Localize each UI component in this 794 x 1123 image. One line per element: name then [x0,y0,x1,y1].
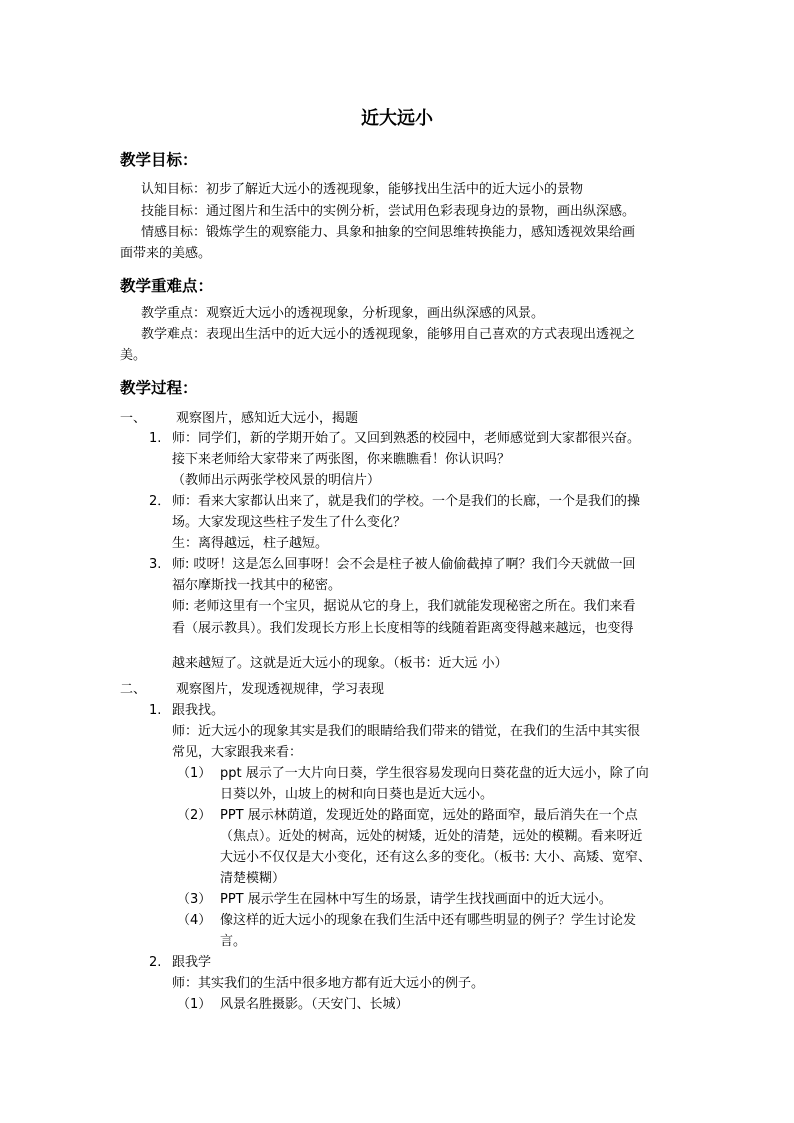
part1-step1-line3: （教师出示两张学校风景的明信片） [172,473,381,488]
part2-subitem1-line1: 风景名胜摄影。（天安门、长城） [220,997,409,1012]
part2-step1-line1: 师：近大远小的现象其实是我们的眼睛给我们带来的错觉，在我们的生活中其实很 [172,724,641,739]
part1-step3-line5: 越来越短了。这就是近大远小的现象。（板书：近大远 小） [172,656,508,671]
part2-step1-title: 跟我找。 [172,703,225,718]
part2-subitem1-marker: （1） [177,997,212,1012]
part2-title: 观察图片，发现透视规律，学习表现 [176,682,385,697]
part2-item2-line3: 大远小不仅仅是大小变化，还有这么多的变化。（板书: 大小、高矮、宽窄、 [220,850,652,865]
part2-item4-marker: （4） [177,913,212,928]
part1-step1-line1: 师：同学们，新的学期开始了。又回到熟悉的校园中，老师感觉到大家都很兴奋。 [172,431,641,446]
part2-item2-line2: （焦点）。近处的树高，远处的树矮，近处的清楚，远处的模糊。看来呀近 [220,829,643,844]
part2-item3-marker: （3） [177,892,212,907]
key-point-focus: 教学重点：观察近大远小的透视现象，分析现象，画出纵深感的风景。 [141,306,545,321]
part1-step1-line2: 接下来老师给大家带来了两张图，你来瞧瞧看！你认识吗？ [172,452,511,467]
part2-step1-line2: 常见，大家跟我来看： [172,745,303,760]
part2-item2-marker: （2） [177,808,212,823]
part1-step3-marker: 3. [149,557,162,572]
part1-step3-line4: 看（展示教具）。我们发现长方形上长度相等的线随着距离变得越来越远，也变得 [172,621,634,636]
part2-item4-line2: 言。 [220,934,247,949]
part1-step1-marker: 1. [149,431,162,446]
part1-marker: 一、 [120,411,147,426]
part2-item3-line1: PPT 展示学生在园林中写生的场景，请学生找找画面中的近大远小。 [220,892,612,907]
part2-item2-line4: 清楚模糊） [220,871,286,886]
part2-step1-marker: 1. [149,703,162,718]
key-point-difficulty-line2: 美。 [120,348,147,363]
part1-step3-line1: 师: 哎呀！这是怎么回事呀！会不会是柱子被人偷偷截掉了啊？我们今天就做一回 [172,557,636,572]
part2-step2-marker: 2. [149,955,162,970]
part2-item1-marker: （1） [177,766,212,781]
part2-marker: 二、 [120,682,147,697]
part2-item2-line1: PPT 展示林荫道，发现近处的路面宽，远处的路面窄，最后消失在一个点 [220,808,638,823]
goal-cognitive: 认知目标：初步了解近大远小的透视现象，能够找出生活中的近大远小的景物 [141,182,584,197]
part2-item4-line1: 像这样的近大远小的现象在我们生活中还有哪些明显的例子？学生讨论发 [220,913,637,928]
part2-item1-line2: 日葵以外，山坡上的树和向日葵也是近大远小。 [220,787,494,802]
part2-item1-line1: ppt 展示了一大片向日葵，学生很容易发现向日葵花盘的近大远小，除了向 [220,766,649,781]
document-title: 近大远小 [361,108,433,129]
part1-step2-line3: 生：离得越远，柱子越短。 [172,536,329,551]
goals-heading: 教学目标： [120,151,198,169]
key-points-heading: 教学重难点： [120,277,214,295]
part1-step2-line1: 师：看来大家都认出来了，就是我们的学校。一个是我们的长廊，一个是我们的操 [172,494,641,509]
process-heading: 教学过程： [120,379,198,397]
goal-emotion-line2: 面带来的美感。 [120,246,212,261]
part2-step2-title: 跟我学 [172,955,212,970]
part1-step3-line2: 福尔摩斯找一找其中的秘密。 [172,578,342,593]
goal-emotion-line1: 情感目标：锻炼学生的观察能力、具象和抽象的空间思维转换能力，感知透视效果给画 [141,225,636,240]
part1-step2-line2: 场。大家发现这些柱子发生了什么变化？ [172,515,407,530]
part1-step3-line3: 师: 老师这里有一个宝贝，据说从它的身上，我们就能发现秘密之所在。我们来看 [172,599,636,614]
part1-title: 观察图片，感知近大远小，揭题 [176,411,359,426]
goal-skill: 技能目标：通过图片和生活中的实例分析，尝试用色彩表现身边的景物，画出纵深感。 [141,204,636,219]
part1-step2-marker: 2． [149,494,171,509]
key-point-difficulty-line1: 教学难点：表现出生活中的近大远小的透视现象，能够用自己喜欢的方式表现出透视之 [141,327,636,342]
part2-step2-line1: 师：其实我们的生活中很多地方都有近大远小的例子。 [172,976,485,991]
